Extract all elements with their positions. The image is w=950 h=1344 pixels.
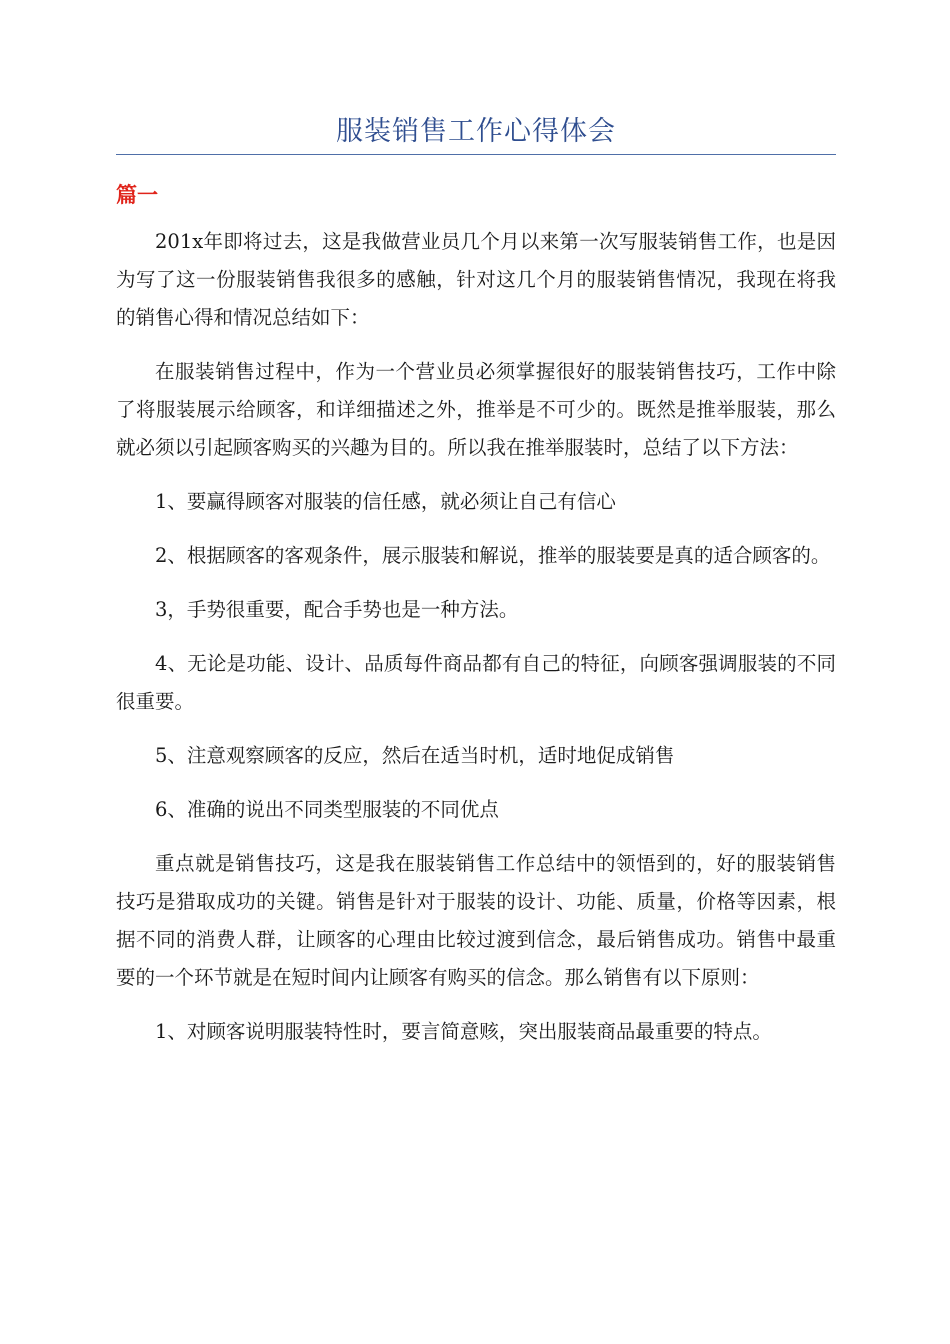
list-item-method-1: 1、要赢得顾客对服装的信任感，就必须让自己有信心 [155, 490, 616, 513]
list-item-method-3: 3，手势很重要，配合手势也是一种方法。 [155, 598, 519, 621]
list-item-method-2: 2、根据顾客的客观条件，展示服装和解说，推举的服装要是真的适合顾客的。 [155, 544, 831, 567]
list-item-method-4: 4、无论是功能、设计、品质每件商品都有自己的特征，向顾客强调服装的不同很重要。 [116, 652, 836, 713]
list-item-method-6: 6、准确的说出不同类型服装的不同优点 [155, 798, 499, 821]
document-page [116, 112, 836, 1051]
list-item-principle-1: 1、对顾客说明服装特性时，要言简意赅，突出服装商品最重要的特点。 [155, 1020, 772, 1043]
section-heading: 篇一 [116, 183, 158, 207]
list-item-method-5: 5、注意观察顾客的反应，然后在适当时机，适时地促成销售 [155, 744, 675, 767]
paragraph-sales-skills: 重点就是销售技巧，这是我在服装销售工作总结中的领悟到的，好的服装销售技巧是猎取成功的关键。销售是针对于服装的设计、功能、质量，价格等因素，根据不同的消费人群，让顾客的心理由比较过渡到信念，最后销售成功。销售中最重要的一个环节就是在短时间内让顾客有购买的信念。那么销售有以下原则： [116, 852, 836, 989]
paragraph-sales-process: 在服装销售过程中，作为一个营业员必须掌握很好的服装销售技巧，工作中除了将服装展示给顾客，和详细描述之外，推举是不可少的。既然是推举服装，那么就必须以引起顾客购买的兴趣为目的。所以我在推举服装时，总结了以下方法： [116, 360, 836, 459]
document-title: 服装销售工作心得体会 [336, 116, 616, 147]
paragraph-intro: 201x年即将过去，这是我做营业员几个月以来第一次写服装销售工作，也是因为写了这一份服装销售我很多的感触，针对这几个月的服装销售情况，我现在将我的销售心得和情况总结如下： [116, 230, 836, 329]
title-underline [116, 154, 836, 155]
